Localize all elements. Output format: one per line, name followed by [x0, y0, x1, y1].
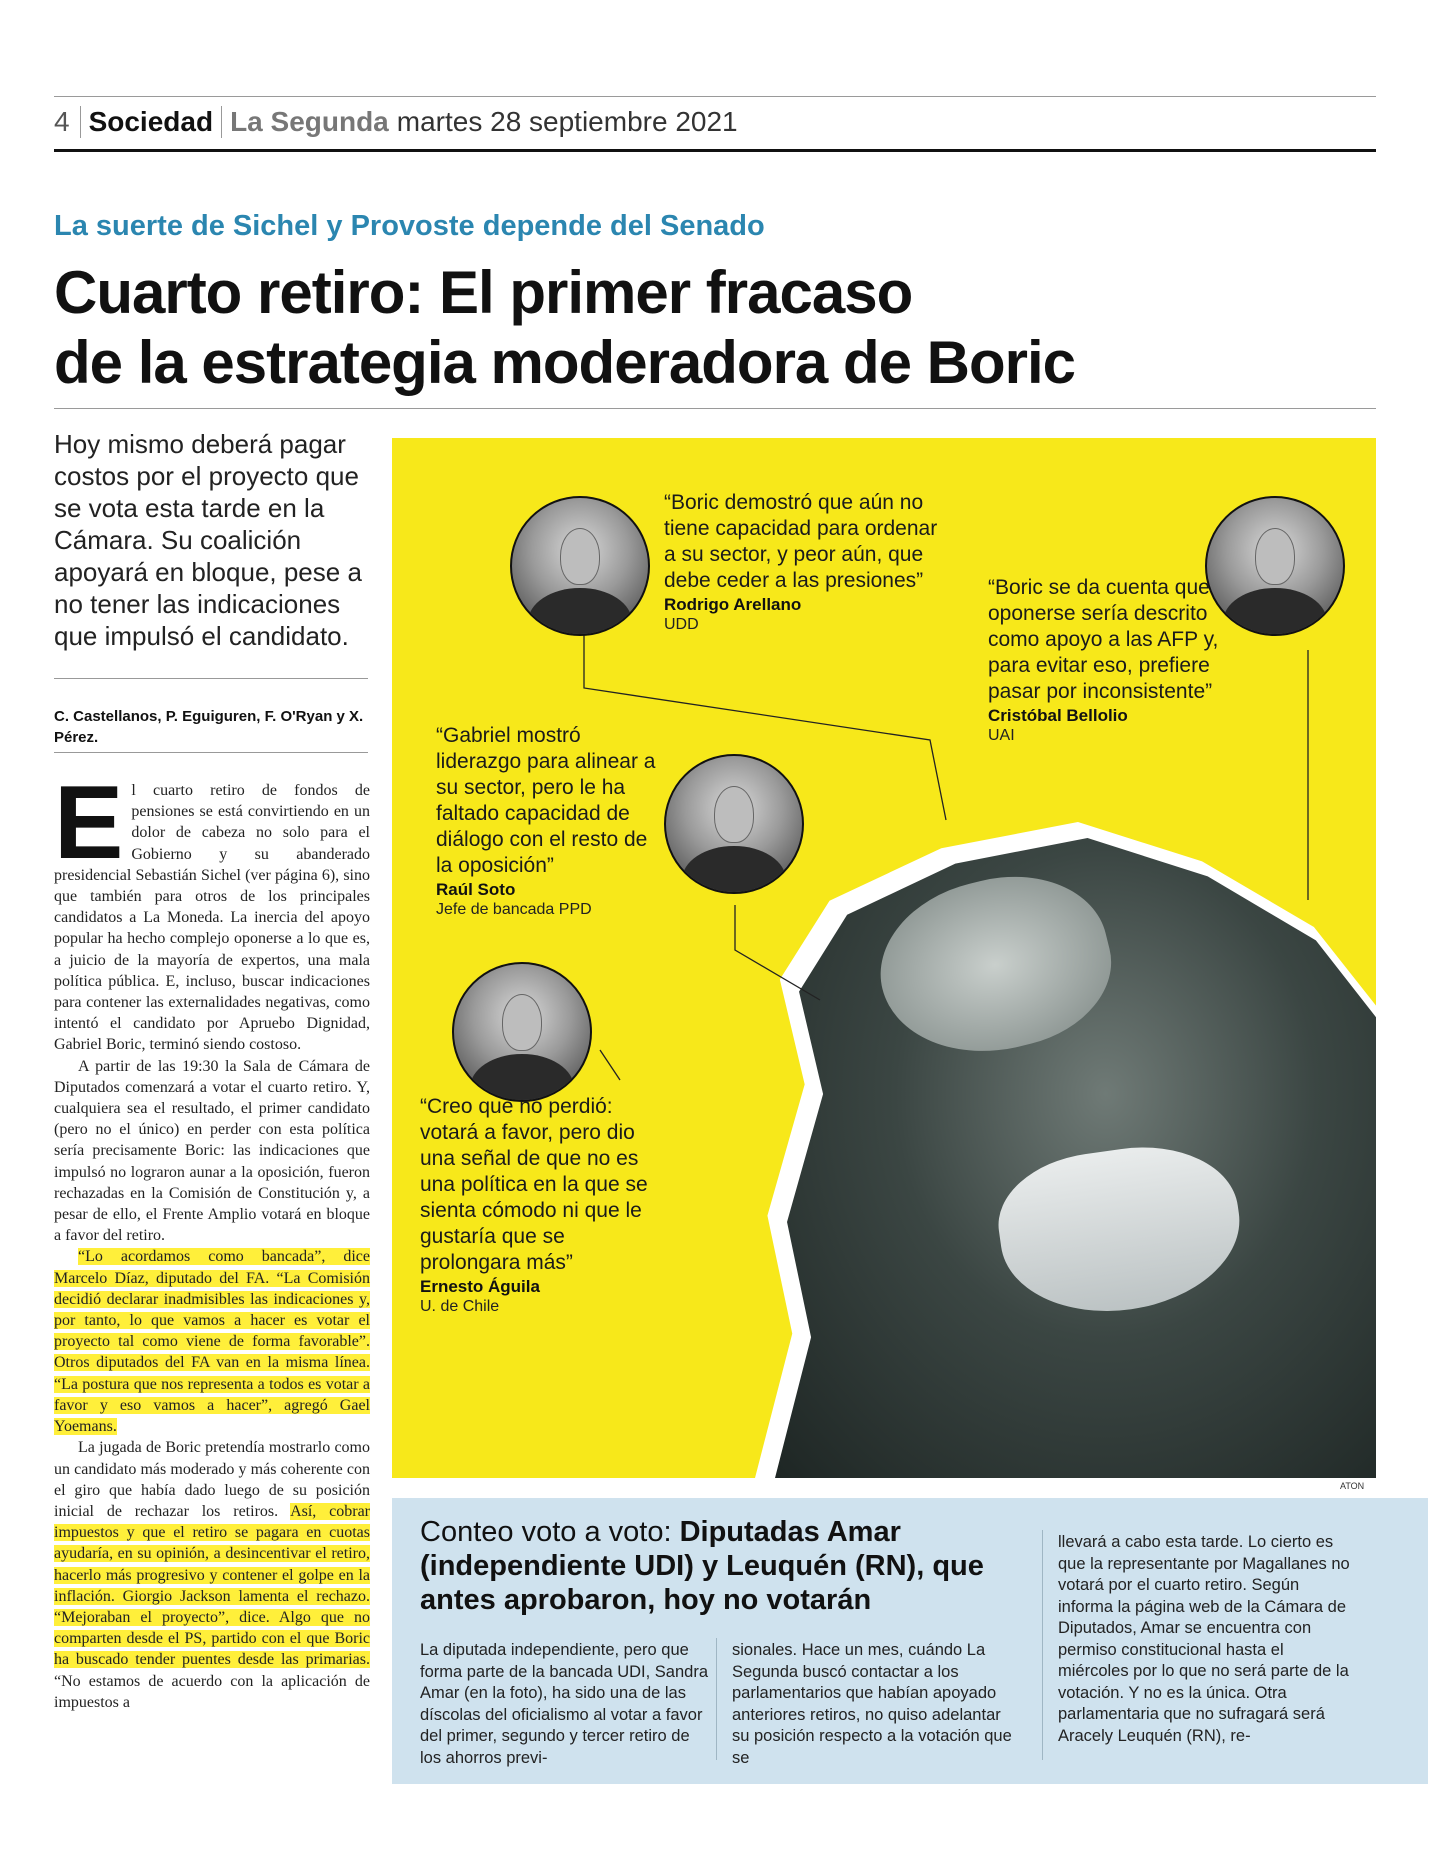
- lead-divider: [54, 678, 368, 679]
- article-headline: [54, 258, 1354, 398]
- quote-author: Ernesto Águila: [420, 1277, 540, 1296]
- quote-ernesto-aguila: [420, 1094, 650, 1317]
- issue-date: martes 28 septiembre 2021: [396, 106, 738, 137]
- body-paragraph-1: El cuarto retiro de fondos de pensiones se está convirtiendo en un dolor de cabeza no solo para el Gobierno y su abanderado presidencial Sebastián Sichel (ver página 6), sino que también para otros de los principales candidatos a La Moneda. La inercia del apoyo popular ha hecho complejo oponerse a lo que es, a juicio de la mayoría de expertos, una mala política pública. E, incluso, buscar indicaciones para contener las externalidades negativas, como intentó el candidato por Apruebo Dignidad, Gabriel Boric, terminó siendo costoso.: [54, 765, 370, 1054]
- sidebar-column-1: La diputada independiente, pero que forma parte de la bancada UDI, Sandra Amar (en la foto), ha sido una de las díscolas del oficialismo al votar a favor del primer, segundo y tercer retiro de los ahorros previ-: [420, 1641, 709, 1767]
- article-byline: C. Castellanos, P. Eguiguren, F. O'Ryan y X. Pérez.: [54, 708, 364, 746]
- sidebar-title: Conteo voto a voto: Diputadas Amar (independiente UDI) y Leuquén (RN), que antes aprobaron, hoy no votarán: [420, 1516, 984, 1616]
- avatar-raul-soto: [664, 754, 804, 894]
- highlighted-text: Así, cobrar impuestos y que el retiro se pagara en cuotas ayudaría, en su opinión, a desincentivar el retiro, hacerlo más progresivo y contener el golpe en la inflación. Giorgio Jackson lamenta el rechazo. “Mejoraban el proyecto”, dice. Algo que no comparten desde el PS, partido con el que Boric ha buscado tender puentes desde las primarias.: [54, 1502, 370, 1669]
- quote-author: Rodrigo Arellano: [664, 595, 802, 614]
- quote-text: “Boric demostró que aún no tiene capacidad para ordenar a su sector, y peor aún, que debe ceder a las presiones”: [664, 491, 938, 592]
- masthead-top-rule: [54, 96, 1376, 97]
- section-name: Sociedad: [89, 106, 222, 138]
- article-kicker: La suerte de Sichel y Provoste depende del Senado: [54, 210, 765, 242]
- byline-divider: [54, 752, 368, 753]
- headline-line-2: de la estrategia moderadora de Boric: [54, 329, 1076, 396]
- body-paragraph-2: A partir de las 19:30 la Sala de Cámara de Diputados comenzará a votar el cuarto retiro. Y, cualquiera sea el resultado, el primer candidato (pero no el único) en perder con esta política sería precisamente Boric: las indicaciones que impulsó no lograron aunar a la oposición, fueron rechazadas en la Comisión de Constitución y, a pesar de ello, el Frente Amplio votará en bloque a favor del retiro.: [54, 1057, 370, 1245]
- quote-affiliation: Jefe de bancada PPD: [436, 901, 592, 918]
- article-lead: Hoy mismo deberá pagar costos por el proyecto que se vota esta tarde en la Cámara. Su coalición apoyará en bloque, pese a no tener las indicaciones que impulsó el candidato.: [54, 429, 362, 651]
- highlighted-text: “Lo acordamos como bancada”, dice Marcelo Díaz, diputado del FA. “La Comisión decidió declarar inadmisibles las indicaciones y, por tanto, lo que vamos a hacer es votar el proyecto tal como viene de forma favorable”. Otros diputados del FA van en la misma línea. “La postura que nos representa a todos es votar a favor y eso vamos a hacer”, agregó Gael Yoemans.: [54, 1248, 370, 1436]
- sidebar-column-2: sionales. Hace un mes, cuándo La Segunda buscó contactar a los parlamentarios que habían apoyado anteriores retiros, no quiso adelantar su posición respecto a la votación que se: [732, 1641, 1012, 1767]
- headline-rule: [54, 408, 1376, 409]
- quote-affiliation: UDD: [664, 616, 699, 633]
- drop-cap: E: [54, 765, 124, 881]
- body-paragraph-3: [54, 1246, 370, 1437]
- masthead: [54, 102, 738, 142]
- quote-author: Raúl Soto: [436, 880, 516, 899]
- avatar-ernesto-aguila: [452, 962, 592, 1102]
- photo-credit: ATON: [1340, 1481, 1365, 1491]
- quote-text: “Creo que no perdió: votará a favor, pero dio una señal de que no es una política en la que se sienta cómodo ni que le gustaría que se prolongara más”: [420, 1095, 648, 1274]
- quote-raul-soto: [436, 723, 668, 920]
- quote-affiliation: U. de Chile: [420, 1298, 500, 1315]
- sidebar-divider-2: [1042, 1530, 1043, 1760]
- quote-affiliation: UAI: [988, 727, 1015, 744]
- article-body: [54, 765, 370, 1713]
- page-number: 4: [54, 106, 81, 138]
- quote-text: “Boric se da cuenta que oponerse sería descrito como apoyo a las AFP y, para evitar eso, prefiere pasar por inconsistente”: [988, 576, 1219, 703]
- body-paragraph-4: La jugada de Boric pretendía mostrarlo como un candidato más moderado y más coherente con el giro que había dado luego de su posición inicial de rechazar los retiros. Así, cobrar impuestos y que el retiro se pagara en cuotas ayudaría, en su opinión, a desincentivar el retiro, hacerlo más progresivo y contener el golpe en la inflación. Giorgio Jackson lamenta el rechazo. “Mejoraban el proyecto”, dice. Algo que no comparten desde el PS, partido con el que Boric ha buscado tender puentes desde las primarias. “No estamos de acuerdo con la aplicación de impuestos a: [54, 1439, 370, 1711]
- sidebar-column-3: llevará a cabo esta tarde. Lo cierto es que la representante por Magallanes no votará por el cuarto retiro. Según informa la página web de la Cámara de Diputados, Amar se encuentra con permiso constitucional hasta el miércoles por lo que no será parte de la votación. Y no es la única. Otra parlamentaria que no sufragará será Aracely Leuquén (RN), re-: [1058, 1533, 1350, 1745]
- quote-text: “Gabriel mostró liderazgo para alinear a su sector, pero le ha faltado capacidad de diálogo con el resto de la oposición”: [436, 724, 656, 877]
- avatar-rodrigo-arellano: [510, 496, 650, 636]
- newspaper-brand: La Segunda: [230, 106, 389, 137]
- masthead-bottom-rule: [54, 149, 1376, 152]
- headline-line-1: Cuarto retiro: El primer fracaso: [54, 259, 913, 326]
- quote-author: Cristóbal Bellolio: [988, 706, 1128, 725]
- quote-cristobal-bellolio: [988, 575, 1238, 746]
- sidebar-divider-1: [716, 1638, 717, 1760]
- quote-rodrigo-arellano: [664, 490, 944, 635]
